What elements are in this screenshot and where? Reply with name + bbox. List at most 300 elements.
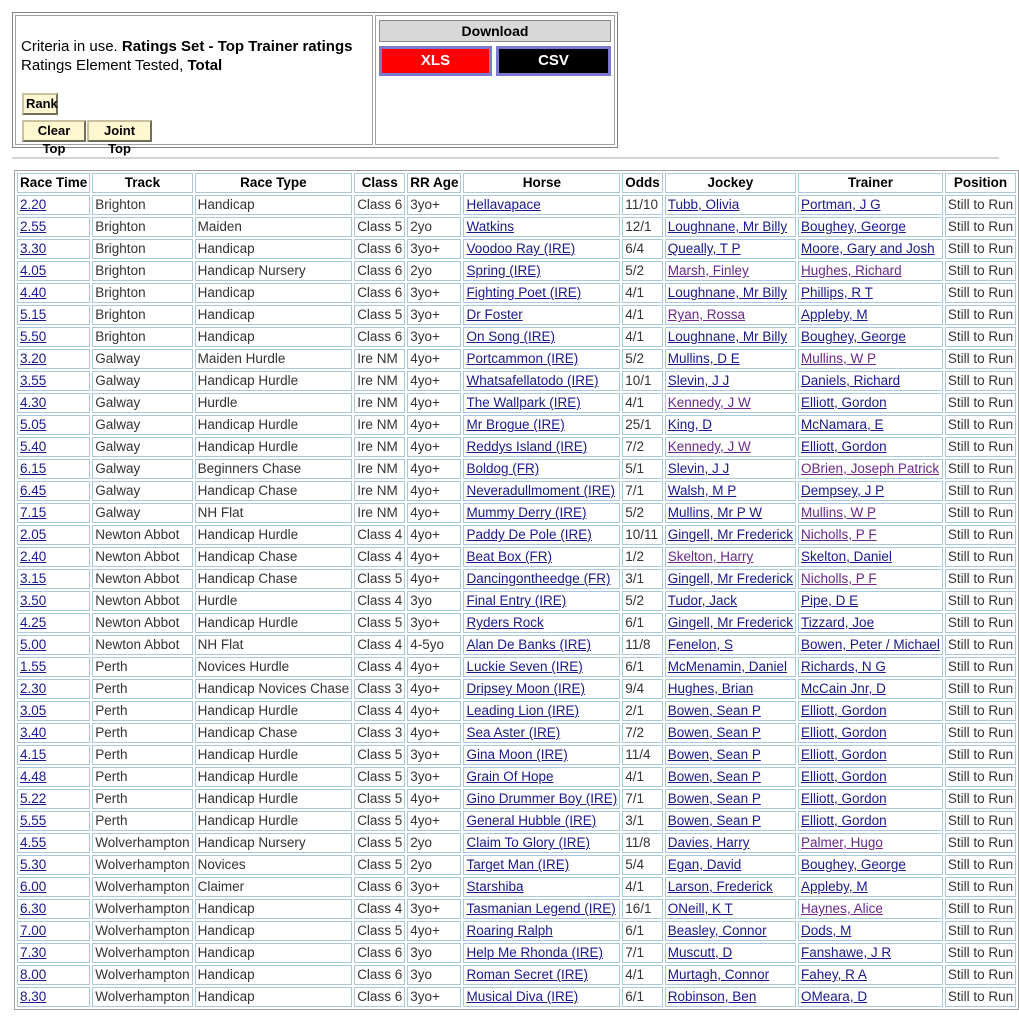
trainer-link[interactable]: Elliott, Gordon [801, 791, 887, 806]
race-time-link[interactable]: 3.30 [20, 241, 47, 256]
race-time-link[interactable]: 4.30 [20, 395, 47, 410]
horse-link[interactable]: Portcammon (IRE) [466, 351, 579, 366]
trainer-link[interactable]: Elliott, Gordon [801, 439, 887, 454]
cell-track: Perth [92, 701, 192, 721]
horse-link[interactable]: Dr Foster [466, 307, 523, 322]
cell-horse [463, 327, 620, 347]
horse-link[interactable]: Final Entry (IRE) [466, 593, 567, 608]
jockey-link[interactable]: Slevin, J J [667, 373, 730, 388]
horse-link[interactable]: Roaring Ralph [466, 923, 553, 938]
horse-link[interactable]: The Wallpark (IRE) [466, 395, 581, 410]
race-time-link[interactable]: 8.30 [20, 989, 47, 1004]
jockey-link[interactable]: Bowen, Sean P [667, 703, 761, 718]
cell-race-time [17, 525, 90, 545]
cell-horse [463, 943, 620, 963]
cell-trainer [798, 811, 943, 831]
trainer-link[interactable]: OBrien, Joseph Patrick [801, 461, 940, 476]
race-time-link[interactable]: 4.15 [20, 747, 47, 762]
jockey-link[interactable]: Larson, Frederick [667, 879, 773, 894]
table-header-row [17, 173, 1016, 193]
table-row [17, 569, 1016, 589]
column-header-horse[interactable]: Horse [463, 173, 620, 193]
trainer-link[interactable]: OMeara, D [801, 989, 868, 1004]
table-row [17, 745, 1016, 765]
trainer-link[interactable]: Elliott, Gordon [801, 725, 887, 740]
cell-odds: 25/1 [622, 415, 663, 435]
column-header-trainer[interactable]: Trainer [798, 173, 943, 193]
trainer-link[interactable]: Hughes, Richard [801, 263, 902, 278]
horse-link[interactable]: Voodoo Ray (IRE) [466, 241, 576, 256]
cell-horse [463, 239, 620, 259]
jockey-link[interactable]: Bowen, Sean P [667, 747, 761, 762]
horse-link[interactable]: Mr Brogue (IRE) [466, 417, 565, 432]
cell-track: Perth [92, 723, 192, 743]
jockey-link[interactable]: King, D [667, 417, 713, 432]
cell-race-type: Handicap [195, 943, 353, 963]
cell-trainer [798, 261, 943, 281]
cell-jockey [665, 437, 796, 457]
jockey-link[interactable]: Muscutt, D [667, 945, 733, 960]
race-time-link[interactable]: 5.50 [20, 329, 47, 344]
trainer-link[interactable]: McNamara, E [801, 417, 884, 432]
cell-position: Still to Run [945, 459, 1016, 479]
cell-jockey [665, 679, 796, 699]
horse-link[interactable]: Sea Aster (IRE) [466, 725, 561, 740]
horse-link[interactable]: Ryders Rock [466, 615, 544, 630]
race-time-link[interactable]: 7.00 [20, 923, 47, 938]
race-time-link[interactable]: 8.00 [20, 967, 47, 982]
cell-track: Galway [92, 393, 192, 413]
table-row [17, 415, 1016, 435]
cell-rr-age: 4yo+ [407, 547, 461, 567]
cell-class: Class 6 [354, 239, 405, 259]
trainer-link[interactable]: Fanshawe, J R [801, 945, 892, 960]
jockey-link[interactable]: Beasley, Connor [667, 923, 767, 938]
joint-top-button[interactable]: Joint Top [87, 120, 152, 142]
jockey-link[interactable]: Bowen, Sean P [667, 813, 761, 828]
cell-class: Class 6 [354, 877, 405, 897]
cell-horse [463, 811, 620, 831]
table-row [17, 547, 1016, 567]
cell-class: Ire NM [354, 349, 405, 369]
cell-position: Still to Run [945, 657, 1016, 677]
horse-link[interactable]: Paddy De Pole (IRE) [466, 527, 592, 542]
race-time-link[interactable]: 3.40 [20, 725, 47, 740]
cell-race-time [17, 437, 90, 457]
cell-rr-age: 4yo+ [407, 481, 461, 501]
cell-odds: 5/4 [622, 855, 663, 875]
cell-race-time [17, 833, 90, 853]
jockey-link[interactable]: Bowen, Sean P [667, 769, 761, 784]
cell-race-type: Maiden [195, 217, 353, 237]
cell-race-type: Handicap [195, 305, 353, 325]
jockey-link[interactable]: Murtagh, Connor [667, 967, 770, 982]
horse-link[interactable]: On Song (IRE) [466, 329, 556, 344]
trainer-link[interactable]: Boughey, George [801, 219, 906, 234]
trainer-link[interactable]: Nicholls, P F [801, 527, 877, 542]
cell-race-type: Handicap Nursery [195, 261, 353, 281]
race-time-link[interactable]: 1.55 [20, 659, 47, 674]
jockey-link[interactable]: Loughnane, Mr Billy [667, 219, 788, 234]
cell-rr-age: 3yo+ [407, 767, 461, 787]
horse-link[interactable]: Target Man (IRE) [466, 857, 570, 872]
cell-position: Still to Run [945, 591, 1016, 611]
race-time-link[interactable]: 5.55 [20, 813, 47, 828]
column-header-rr-age[interactable]: RR Age [407, 173, 461, 193]
race-time-link[interactable]: 3.15 [20, 571, 47, 586]
jockey-link[interactable]: Mullins, Mr P W [667, 505, 763, 520]
table-row [17, 525, 1016, 545]
cell-track: Perth [92, 745, 192, 765]
trainer-link[interactable]: Portman, J G [801, 197, 881, 212]
race-time-link[interactable]: 3.05 [20, 703, 47, 718]
trainer-link[interactable]: Appleby, M [801, 879, 868, 894]
trainer-link[interactable]: Richards, N G [801, 659, 886, 674]
column-header-odds[interactable]: Odds [622, 173, 663, 193]
trainer-link[interactable]: Boughey, George [801, 857, 906, 872]
cell-class: Class 3 [354, 679, 405, 699]
race-time-link[interactable]: 7.30 [20, 945, 47, 960]
trainer-link[interactable]: McCain Jnr, D [801, 681, 886, 696]
race-time-link[interactable]: 5.05 [20, 417, 47, 432]
horse-link[interactable]: Spring (IRE) [466, 263, 541, 278]
cell-race-time [17, 239, 90, 259]
race-time-link[interactable]: 4.48 [20, 769, 47, 784]
horse-link[interactable]: Musical Diva (IRE) [466, 989, 579, 1004]
cell-race-type: Handicap Hurdle [195, 701, 353, 721]
race-time-link[interactable]: 4.40 [20, 285, 47, 300]
cell-race-type: Handicap [195, 283, 353, 303]
cell-race-time [17, 261, 90, 281]
table-row [17, 459, 1016, 479]
horse-link[interactable]: Beat Box (FR) [466, 549, 552, 564]
table-row [17, 987, 1016, 1007]
cell-odds: 5/2 [622, 349, 663, 369]
race-time-link[interactable]: 4.05 [20, 263, 47, 278]
cell-class: Ire NM [354, 437, 405, 457]
cell-rr-age: 4yo+ [407, 723, 461, 743]
jockey-link[interactable]: Davies, Harry [667, 835, 750, 850]
cell-race-type: Handicap Hurdle [195, 745, 353, 765]
cell-jockey [665, 833, 796, 853]
jockey-link[interactable]: Slevin, J J [667, 461, 730, 476]
cell-odds: 4/1 [622, 327, 663, 347]
jockey-link[interactable]: Bowen, Sean P [667, 725, 761, 740]
race-time-link[interactable]: 5.22 [20, 791, 47, 806]
trainer-link[interactable]: Mullins, W P [801, 351, 877, 366]
horse-link[interactable]: Alan De Banks (IRE) [466, 637, 592, 652]
trainer-link[interactable]: Elliott, Gordon [801, 395, 887, 410]
race-time-link[interactable]: 2.55 [20, 219, 47, 234]
column-header-position[interactable]: Position [945, 173, 1016, 193]
xls-download-button[interactable]: XLS [379, 46, 492, 76]
cell-jockey [665, 635, 796, 655]
horse-link[interactable]: Claim To Glory (IRE) [466, 835, 590, 850]
cell-class: Ire NM [354, 459, 405, 479]
trainer-link[interactable]: Mullins, W P [801, 505, 877, 520]
race-time-link[interactable]: 3.20 [20, 351, 47, 366]
cell-trainer [798, 965, 943, 985]
trainer-link[interactable]: Nicholls, P F [801, 571, 877, 586]
jockey-link[interactable]: Gingell, Mr Frederick [667, 615, 794, 630]
cell-position: Still to Run [945, 723, 1016, 743]
cell-jockey [665, 877, 796, 897]
cell-race-time [17, 283, 90, 303]
table-row [17, 591, 1016, 611]
jockey-link[interactable]: Hughes, Brian [667, 681, 754, 696]
horse-link[interactable]: Tasmanian Legend (IRE) [466, 901, 616, 916]
cell-jockey [665, 789, 796, 809]
cell-position: Still to Run [945, 811, 1016, 831]
cell-track: Galway [92, 437, 192, 457]
cell-position: Still to Run [945, 525, 1016, 545]
cell-track: Galway [92, 415, 192, 435]
cell-jockey [665, 547, 796, 567]
cell-race-time [17, 921, 90, 941]
table-row [17, 217, 1016, 237]
ratings-element: Total [187, 57, 223, 74]
horse-link[interactable]: Mummy Derry (IRE) [466, 505, 587, 520]
cell-race-type: Handicap Hurdle [195, 789, 353, 809]
cell-position: Still to Run [945, 877, 1016, 897]
cell-rr-age: 2yo [407, 855, 461, 875]
jockey-link[interactable]: Queally, T P [667, 241, 741, 256]
horse-link[interactable]: Dripsey Moon (IRE) [466, 681, 585, 696]
horse-link[interactable]: Watkins [466, 219, 514, 234]
jockey-link[interactable]: Mullins, D E [667, 351, 740, 366]
jockey-link[interactable]: Skelton, Harry [667, 549, 754, 564]
table-row [17, 261, 1016, 281]
race-time-link[interactable]: 2.05 [20, 527, 47, 542]
cell-horse [463, 547, 620, 567]
cell-trainer [798, 239, 943, 259]
cell-race-type: Hurdle [195, 393, 353, 413]
column-header-jockey[interactable]: Jockey [665, 173, 796, 193]
trainer-link[interactable]: Elliott, Gordon [801, 813, 887, 828]
horse-link[interactable]: Roman Secret (IRE) [466, 967, 589, 982]
column-header-race-type[interactable]: Race Type [195, 173, 353, 193]
horse-link[interactable]: General Hubble (IRE) [466, 813, 597, 828]
trainer-link[interactable]: Daniels, Richard [801, 373, 901, 388]
cell-odds: 4/1 [622, 877, 663, 897]
cell-track: Brighton [92, 195, 192, 215]
jockey-link[interactable]: Kennedy, J W [667, 439, 751, 454]
trainer-link[interactable]: Skelton, Daniel [801, 549, 892, 564]
trainer-link[interactable]: Moore, Gary and Josh [801, 241, 935, 256]
trainer-link[interactable]: Elliott, Gordon [801, 703, 887, 718]
horse-link[interactable]: Fighting Poet (IRE) [466, 285, 582, 300]
race-time-link[interactable]: 6.45 [20, 483, 47, 498]
race-time-link[interactable]: 7.15 [20, 505, 47, 520]
clear-top-button[interactable]: Clear Top [22, 120, 86, 142]
table-row [17, 899, 1016, 919]
cell-rr-age: 3yo+ [407, 613, 461, 633]
table-row [17, 679, 1016, 699]
horse-link[interactable]: Whatsafellatodo (IRE) [466, 373, 599, 388]
cell-trainer [798, 503, 943, 523]
jockey-link[interactable]: Gingell, Mr Frederick [667, 571, 794, 586]
cell-trainer [798, 481, 943, 501]
cell-class: Class 3 [354, 723, 405, 743]
cell-horse [463, 679, 620, 699]
race-time-link[interactable]: 5.00 [20, 637, 47, 652]
trainer-link[interactable]: Bowen, Peter / Michael [801, 637, 940, 652]
cell-odds: 11/8 [622, 635, 663, 655]
cell-jockey [665, 745, 796, 765]
cell-jockey [665, 393, 796, 413]
cell-track: Newton Abbot [92, 613, 192, 633]
cell-odds: 4/1 [622, 283, 663, 303]
race-time-link[interactable]: 3.55 [20, 373, 47, 388]
cell-race-time [17, 877, 90, 897]
cell-race-time [17, 591, 90, 611]
table-row [17, 437, 1016, 457]
horse-link[interactable]: Help Me Rhonda (IRE) [466, 945, 604, 960]
jockey-link[interactable]: McMenamin, Daniel [667, 659, 788, 674]
rank-button[interactable]: Rank [22, 93, 58, 115]
cell-class: Class 5 [354, 767, 405, 787]
table-row [17, 657, 1016, 677]
cell-trainer [798, 327, 943, 347]
trainer-link[interactable]: Elliott, Gordon [801, 747, 887, 762]
trainer-link[interactable]: Pipe, D E [801, 593, 859, 608]
horse-link[interactable]: Neveradullmoment (IRE) [466, 483, 616, 498]
race-time-link[interactable]: 2.30 [20, 681, 47, 696]
cell-race-time [17, 547, 90, 567]
column-header-track[interactable]: Track [92, 173, 192, 193]
cell-horse [463, 833, 620, 853]
jockey-link[interactable]: Bowen, Sean P [667, 791, 761, 806]
cell-race-time [17, 855, 90, 875]
cell-trainer [798, 899, 943, 919]
cell-track: Newton Abbot [92, 635, 192, 655]
cell-trainer [798, 569, 943, 589]
trainer-link[interactable]: Elliott, Gordon [801, 769, 887, 784]
cell-class: Class 4 [354, 591, 405, 611]
trainer-link[interactable]: Boughey, George [801, 329, 906, 344]
jockey-link[interactable]: Egan, David [667, 857, 742, 872]
cell-race-type: Handicap Chase [195, 723, 353, 743]
trainer-link[interactable]: Haynes, Alice [801, 901, 883, 916]
jockey-link[interactable]: Kennedy, J W [667, 395, 751, 410]
jockey-link[interactable]: Gingell, Mr Frederick [667, 527, 794, 542]
race-time-link[interactable]: 6.30 [20, 901, 47, 916]
race-time-link[interactable]: 6.15 [20, 461, 47, 476]
race-time-link[interactable]: 5.15 [20, 307, 47, 322]
cell-rr-age: 3yo+ [407, 877, 461, 897]
horse-link[interactable]: Hellavapace [466, 197, 541, 212]
cell-track: Perth [92, 657, 192, 677]
cell-odds: 7/2 [622, 723, 663, 743]
cell-track: Galway [92, 371, 192, 391]
cell-rr-age: 2yo [407, 217, 461, 237]
cell-track: Perth [92, 811, 192, 831]
cell-track: Wolverhampton [92, 965, 192, 985]
trainer-link[interactable]: Tizzard, Joe [801, 615, 875, 630]
cell-horse [463, 525, 620, 545]
cell-horse [463, 195, 620, 215]
cell-position: Still to Run [945, 679, 1016, 699]
column-header-race-time[interactable]: Race Time [17, 173, 90, 193]
trainer-link[interactable]: Dods, M [801, 923, 852, 938]
cell-race-type: Handicap Hurdle [195, 613, 353, 633]
cell-position: Still to Run [945, 195, 1016, 215]
cell-track: Wolverhampton [92, 943, 192, 963]
horse-link[interactable]: Reddys Island (IRE) [466, 439, 588, 454]
trainer-link[interactable]: Phillips, R T [801, 285, 873, 300]
race-time-link[interactable]: 5.30 [20, 857, 47, 872]
jockey-link[interactable]: Walsh, M P [667, 483, 737, 498]
horse-link[interactable]: Gina Moon (IRE) [466, 747, 568, 762]
cell-horse [463, 217, 620, 237]
trainer-link[interactable]: Fahey, R A [801, 967, 867, 982]
race-time-link[interactable]: 4.55 [20, 835, 47, 850]
horse-link[interactable]: Starshiba [466, 879, 524, 894]
cell-jockey [665, 503, 796, 523]
jockey-link[interactable]: Fenelon, S [667, 637, 734, 652]
table-row [17, 349, 1016, 369]
cell-race-time [17, 349, 90, 369]
jockey-link[interactable]: Loughnane, Mr Billy [667, 329, 788, 344]
cell-race-time [17, 635, 90, 655]
race-time-link[interactable]: 3.50 [20, 593, 47, 608]
horse-link[interactable]: Grain Of Hope [466, 769, 554, 784]
race-time-link[interactable]: 4.25 [20, 615, 47, 630]
race-time-link[interactable]: 2.40 [20, 549, 47, 564]
csv-download-button[interactable]: CSV [496, 46, 611, 76]
cell-position: Still to Run [945, 833, 1016, 853]
table-row [17, 811, 1016, 831]
cell-position: Still to Run [945, 613, 1016, 633]
cell-rr-age: 4-5yo [407, 635, 461, 655]
jockey-link[interactable]: ONeill, K T [667, 901, 733, 916]
horse-link[interactable]: Gino Drummer Boy (IRE) [466, 791, 618, 806]
cell-rr-age: 4yo+ [407, 701, 461, 721]
jockey-link[interactable]: Loughnane, Mr Billy [667, 285, 788, 300]
jockey-link[interactable]: Marsh, Finley [667, 263, 749, 278]
cell-race-time [17, 217, 90, 237]
trainer-link[interactable]: Appleby, M [801, 307, 868, 322]
column-header-class[interactable]: Class [354, 173, 405, 193]
criteria-panel [12, 12, 618, 156]
race-time-link[interactable]: 6.00 [20, 879, 47, 894]
jockey-link[interactable]: Ryan, Rossa [667, 307, 746, 322]
horse-link[interactable]: Boldog (FR) [466, 461, 540, 476]
cell-track: Perth [92, 767, 192, 787]
trainer-link[interactable]: Dempsey, J P [801, 483, 885, 498]
jockey-link[interactable]: Tubb, Olivia [667, 197, 740, 212]
horse-link[interactable]: Luckie Seven (IRE) [466, 659, 583, 674]
cell-race-type: Handicap Hurdle [195, 525, 353, 545]
cell-position: Still to Run [945, 987, 1016, 1007]
race-time-link[interactable]: 2.20 [20, 197, 47, 212]
cell-jockey [665, 965, 796, 985]
race-time-link[interactable]: 5.40 [20, 439, 47, 454]
cell-trainer [798, 855, 943, 875]
races-table-body [17, 195, 1016, 1007]
jockey-link[interactable]: Tudor, Jack [667, 593, 738, 608]
cell-rr-age: 4yo+ [407, 525, 461, 545]
horse-link[interactable]: Dancingontheedge (FR) [466, 571, 611, 586]
horse-link[interactable]: Leading Lion (IRE) [466, 703, 580, 718]
trainer-link[interactable]: Palmer, Hugo [801, 835, 883, 850]
cell-race-time [17, 569, 90, 589]
cell-trainer [798, 305, 943, 325]
cell-class: Class 6 [354, 283, 405, 303]
jockey-link[interactable]: Robinson, Ben [667, 989, 757, 1004]
cell-position: Still to Run [945, 745, 1016, 765]
cell-race-type: NH Flat [195, 503, 353, 523]
